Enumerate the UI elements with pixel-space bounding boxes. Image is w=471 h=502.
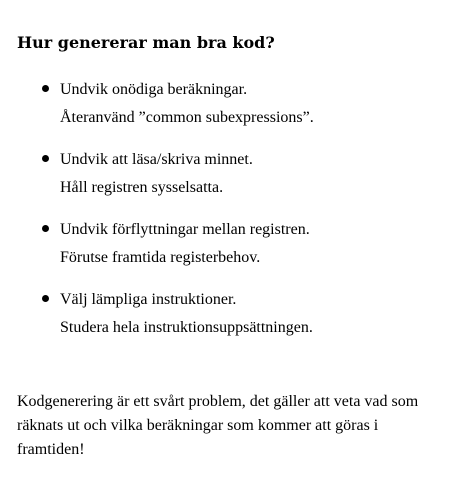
list-item-subtext: Återanvänd ”common subexpressions”. [60,109,314,126]
page-title: Hur genererar man bra kod? [17,33,275,52]
bullet-icon [42,155,49,162]
list-item-subtext: Studera hela instruktionsuppsättningen. [60,319,313,336]
list-item-text: Välj lämpliga instruktioner. [60,291,237,308]
list-item-text: Undvik att läsa/skriva minnet. [60,151,253,168]
list-item-text: Undvik onödiga beräkningar. [60,81,248,98]
bullet-icon [42,295,49,302]
list-item [40,286,460,356]
list-item-subtext: Förutse framtida registerbehov. [60,249,261,266]
bullet-icon [42,85,49,92]
list-item [40,146,460,216]
list-item [40,76,460,146]
bullet-icon [42,225,49,232]
list-item-text: Undvik förflyttningar mellan registren. [60,221,310,238]
list-item [40,216,460,286]
list-item-subtext: Håll registren sysselsatta. [60,179,224,196]
bullet-list [40,76,460,356]
summary-paragraph: Kodgenerering är ett svårt problem, det gäller att veta vad som räknats ut och vilka beräkningar som kommer att göras i framtiden! [17,393,419,458]
